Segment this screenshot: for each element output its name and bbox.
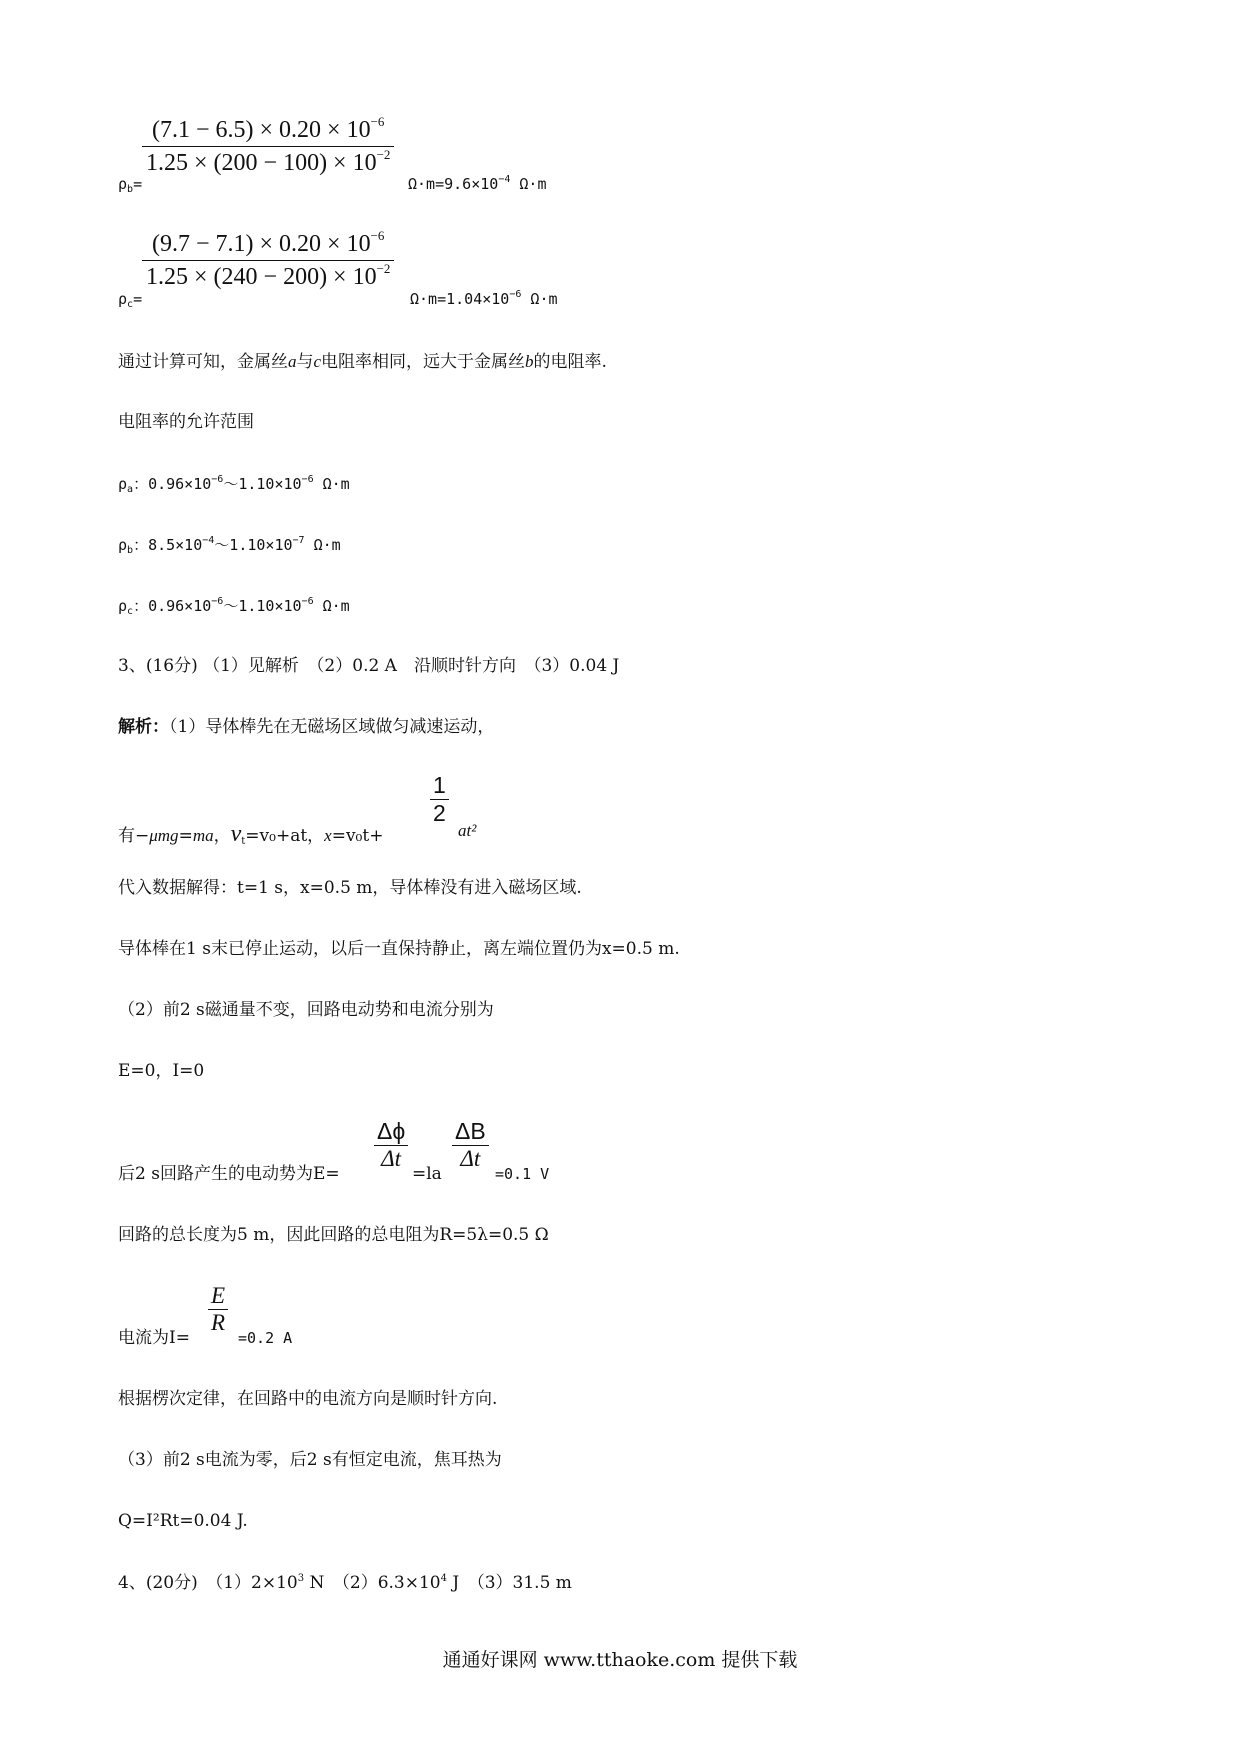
conclusion-line: 通过计算可知，金属丝a与c电阻率相同，远大于金属丝b的电阻率. — [118, 352, 607, 372]
result-value: =9.6×10 — [435, 175, 499, 193]
fraction-b-denominator: 1.25 × (200 − 100) × 10 — [146, 150, 377, 176]
rho-subscript: c — [127, 299, 134, 310]
equals: = — [133, 290, 143, 308]
rho-symbol: ρ — [118, 175, 128, 193]
line-q2: （2）前2 s磁通量不变，回路电动势和电流分别为 — [118, 1000, 494, 1020]
result-exponent: −6 — [509, 289, 522, 300]
range-rho-b: $\rho_b$：$8.5\times 10^{-4}\sim 1.10\times 10^{-7}$ Ω·m — [118, 535, 341, 556]
analysis-line: 解析：（1）导体棒先在无磁场区域做匀减速运动， — [118, 717, 495, 737]
unit: Ω·m — [410, 290, 438, 308]
range-title: 电阻率的允许范围 — [118, 412, 254, 432]
range-rho-c: $\rho_c$：$0.96\times 10^{-6}\sim 1.10\times 10^{-6}$ Ω·m — [118, 596, 350, 617]
fraction-b-numerator-exp: −6 — [370, 114, 385, 129]
rho-symbol: ρ — [118, 290, 128, 308]
question-4-header: 4、(20分) $(1)2\times 10^3$ N $(2)6.3\times 10^4$ J （3）31.5 m — [118, 1573, 572, 1593]
line-resistance: 回路的总长度为5 m，因此回路的总电阻为R=5λ=0.5 Ω — [118, 1225, 549, 1245]
fraction-c-numerator-exp: −6 — [370, 228, 385, 243]
line-joule-heat: Q=I²Rt=0.04 J. — [118, 1511, 248, 1531]
line-stop: 导体棒在1 s末已停止运动，以后一直保持静止，离左端位置仍为x=0.5 m. — [118, 939, 680, 959]
range-rho-a: $\rho_a$：$0.96\times 10^{-6}\sim 1.10\times 10^{-6}$ Ω·m — [118, 474, 350, 495]
fraction-b — [142, 114, 394, 177]
fraction-dB-dt: $\frac{\Delta B}{\Delta t}$ — [452, 1118, 489, 1172]
fraction-c-numerator: (9.7 − 7.1) × 0.20 × 10 — [152, 231, 371, 257]
fraction-b-numerator: (7.1 − 6.5) × 0.20 × 10 — [152, 117, 371, 143]
fraction-E-R: $\frac{E}{R}$ — [208, 1283, 228, 1336]
unit: Ω·m — [408, 175, 436, 193]
fraction-c-denominator: 1.25 × (240 − 200) × 10 — [146, 264, 377, 290]
line-q3: （3）前2 s电流为零，后2 s有恒定电流，焦耳热为 — [118, 1450, 502, 1470]
line-E0: E=0，I=0 — [118, 1061, 205, 1081]
analysis-label: 解析： — [118, 717, 169, 737]
line-lenz: 根据楞次定律，在回路中的电流方向是顺时针方向. — [118, 1389, 498, 1409]
unit: Ω·m — [519, 175, 547, 193]
fraction-c-denominator-exp: −2 — [376, 261, 391, 276]
equals: = — [133, 175, 143, 193]
fraction-dphi-dt: $\frac{\Delta\phi}{\Delta t}$ — [374, 1118, 408, 1172]
unit: Ω·m — [530, 290, 558, 308]
footer-credit: 通通好课网 www.tthaoke.com 提供下载 — [442, 1649, 798, 1671]
fraction-half: $\frac{1}{2}$ — [430, 772, 449, 827]
fraction-c — [142, 228, 394, 291]
rho-subscript: b — [127, 184, 134, 195]
line-data: 代入数据解得：t=1 s，x=0.5 m，导体棒没有进入磁场区域. — [118, 878, 582, 898]
result-value: =1.04×10 — [437, 290, 510, 308]
question-3-header: 3、(16分) （1）见解析 （2）0.2 A 沿顺时针方向 （3）0.04 J — [118, 656, 620, 676]
fraction-b-denominator-exp: −2 — [376, 147, 391, 162]
result-exponent: −4 — [498, 174, 511, 185]
